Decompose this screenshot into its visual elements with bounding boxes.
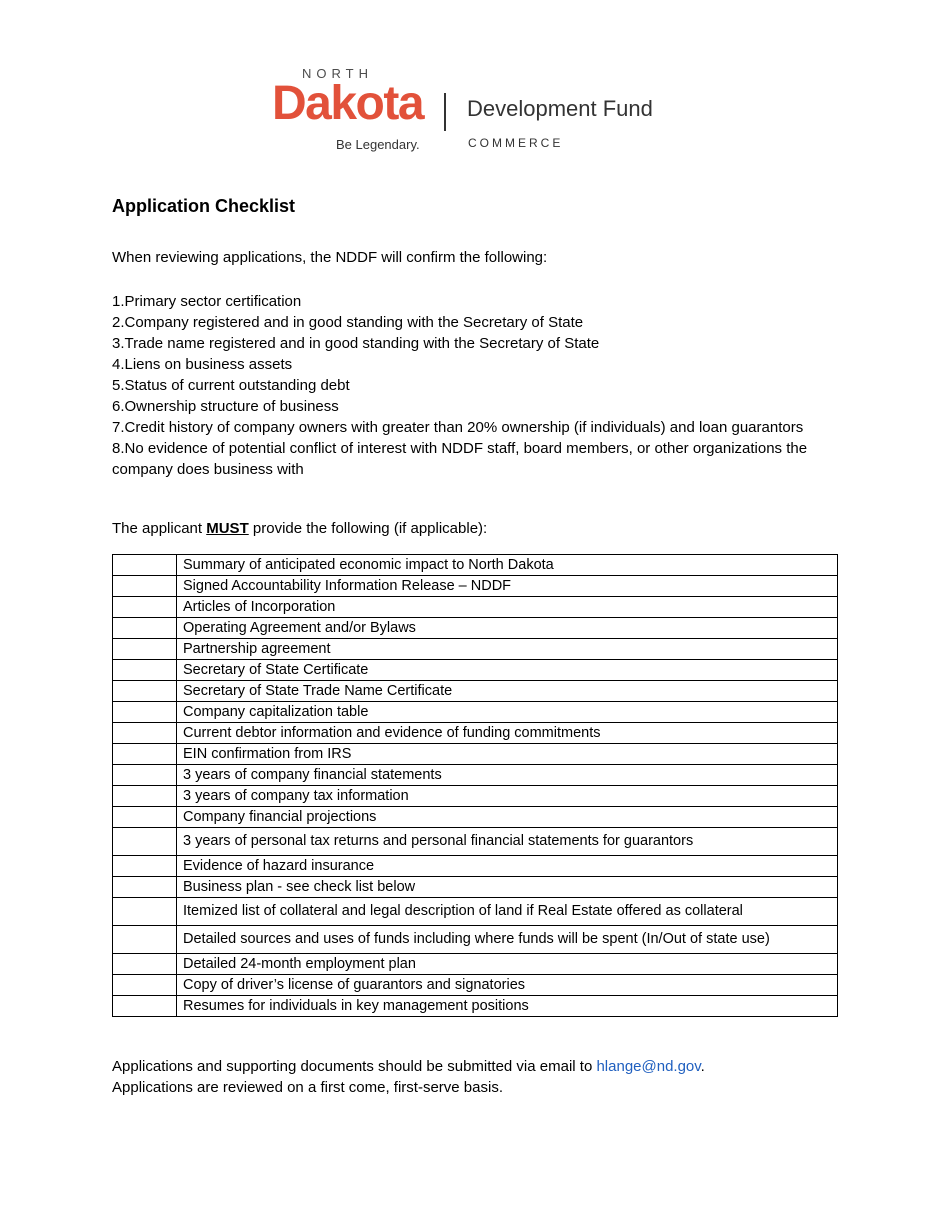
- requirement-label: Business plan - see check list below: [177, 877, 838, 898]
- requirements-table: [112, 554, 838, 1017]
- requirement-label: Copy of driver’s license of guarantors and signatories: [177, 975, 838, 996]
- check-box-cell[interactable]: [113, 702, 177, 723]
- confirmation-item: 6.Ownership structure of business: [112, 398, 339, 415]
- check-box-cell[interactable]: [113, 828, 177, 856]
- requirement-label: Itemized list of collateral and legal description of land if Real Estate offered as collateral: [177, 898, 838, 926]
- footer-period: .: [700, 1058, 705, 1075]
- requirement-label: 3 years of personal tax returns and personal financial statements for guarantors: [177, 828, 838, 856]
- requirement-label: Current debtor information and evidence of funding commitments: [177, 723, 838, 744]
- confirmation-list: [112, 291, 842, 480]
- requirement-label: Detailed sources and uses of funds including where funds will be spent (In/Out of state use): [177, 926, 838, 954]
- check-box-cell[interactable]: [113, 555, 177, 576]
- table-row: [113, 856, 838, 877]
- footer-text: Applications and supporting documents should be submitted via email to: [112, 1058, 597, 1075]
- check-box-cell[interactable]: [113, 877, 177, 898]
- table-row: [113, 702, 838, 723]
- requirement-label: Articles of Incorporation: [177, 597, 838, 618]
- requirement-label: Company financial projections: [177, 807, 838, 828]
- table-row: [113, 786, 838, 807]
- check-box-cell[interactable]: [113, 681, 177, 702]
- confirmation-item: 2.Company registered and in good standing with the Secretary of State: [112, 314, 584, 331]
- requirement-label: 3 years of company financial statements: [177, 765, 838, 786]
- requirement-label: 3 years of company tax information: [177, 786, 838, 807]
- table-row: [113, 597, 838, 618]
- check-box-cell[interactable]: [113, 856, 177, 877]
- check-box-cell[interactable]: [113, 597, 177, 618]
- requirement-label: Secretary of State Certificate: [177, 660, 838, 681]
- table-row: [113, 898, 838, 926]
- logo-tagline: Be Legendary.: [336, 137, 420, 152]
- footer-line-2: Applications are reviewed on a first come, first-serve basis.: [112, 1079, 503, 1096]
- requirement-label: Partnership agreement: [177, 639, 838, 660]
- table-row: [113, 555, 838, 576]
- intro-text: When reviewing applications, the NDDF will confirm the following:: [112, 249, 548, 266]
- requirement-label: Resumes for individuals in key management positions: [177, 996, 838, 1017]
- table-row: [113, 828, 838, 856]
- requirement-label: Summary of anticipated economic impact to North Dakota: [177, 555, 838, 576]
- table-row: [113, 975, 838, 996]
- check-box-cell[interactable]: [113, 765, 177, 786]
- email-link[interactable]: hlange@nd.gov: [596, 1058, 701, 1075]
- logo-divider: [444, 93, 446, 131]
- must-emphasis: MUST: [206, 520, 249, 537]
- check-box-cell[interactable]: [113, 744, 177, 765]
- requirement-label: Company capitalization table: [177, 702, 838, 723]
- check-box-cell[interactable]: [113, 807, 177, 828]
- logo-commerce-text: COMMERCE: [468, 136, 564, 150]
- confirmation-item: 4.Liens on business assets: [112, 356, 293, 373]
- requirement-label: EIN confirmation from IRS: [177, 744, 838, 765]
- confirmation-item: 8.No evidence of potential conflict of interest with NDDF staff, board members, or other organizations the company does business with: [112, 440, 808, 478]
- table-row: [113, 926, 838, 954]
- check-box-cell[interactable]: [113, 576, 177, 597]
- logo-dakota-text: Dakota: [272, 77, 424, 130]
- requirement-label: Signed Accountability Information Release – NDDF: [177, 576, 838, 597]
- check-box-cell[interactable]: [113, 639, 177, 660]
- requirement-label: Evidence of hazard insurance: [177, 856, 838, 877]
- table-row: [113, 681, 838, 702]
- logo-fund-text: Development Fund: [467, 96, 653, 121]
- must-line-after: provide the following (if applicable):: [248, 520, 488, 537]
- table-row: [113, 807, 838, 828]
- logo-north-text: NORTH: [302, 66, 373, 81]
- table-row: [113, 877, 838, 898]
- page-title: Application Checklist: [112, 196, 296, 216]
- footer: [112, 1056, 705, 1098]
- confirmation-item: 7.Credit history of company owners with greater than 20% ownership (if individuals) and loan guarantors: [112, 419, 804, 436]
- check-box-cell[interactable]: [113, 723, 177, 744]
- table-row: [113, 639, 838, 660]
- requirement-label: Operating Agreement and/or Bylaws: [177, 618, 838, 639]
- must-line-before: The applicant: [112, 520, 207, 537]
- check-box-cell[interactable]: [113, 954, 177, 975]
- table-row: [113, 660, 838, 681]
- table-row: [113, 576, 838, 597]
- table-row: [113, 954, 838, 975]
- check-box-cell[interactable]: [113, 975, 177, 996]
- table-row: [113, 765, 838, 786]
- check-box-cell[interactable]: [113, 786, 177, 807]
- check-box-cell[interactable]: [113, 660, 177, 681]
- confirmation-item: 5.Status of current outstanding debt: [112, 377, 350, 394]
- table-row: [113, 744, 838, 765]
- requirement-label: Secretary of State Trade Name Certificate: [177, 681, 838, 702]
- check-box-cell[interactable]: [113, 996, 177, 1017]
- table-row: [113, 618, 838, 639]
- confirmation-item: 1.Primary sector certification: [112, 293, 302, 310]
- check-box-cell[interactable]: [113, 926, 177, 954]
- footer-line-1: [112, 1056, 705, 1077]
- check-box-cell[interactable]: [113, 618, 177, 639]
- logo: [262, 58, 686, 164]
- table-row: [113, 996, 838, 1017]
- requirement-label: Detailed 24-month employment plan: [177, 954, 838, 975]
- must-provide-line: [112, 520, 487, 537]
- table-row: [113, 723, 838, 744]
- check-box-cell[interactable]: [113, 898, 177, 926]
- confirmation-item: 3.Trade name registered and in good standing with the Secretary of State: [112, 335, 600, 352]
